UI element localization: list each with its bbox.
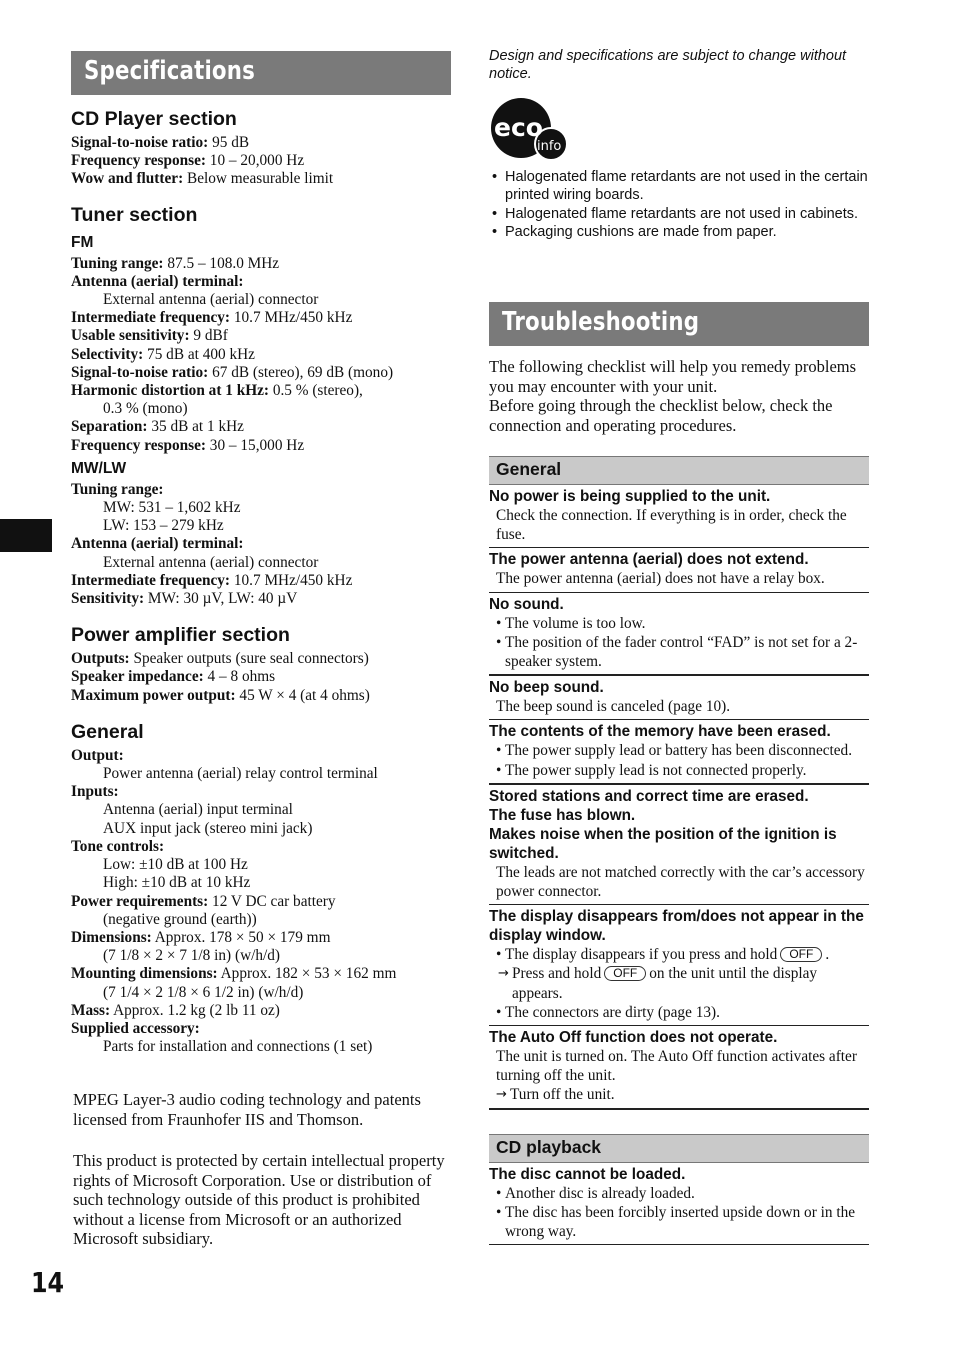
section-tab-marker: [0, 519, 52, 552]
spec-row: Selectivity: 75 dB at 400 kHz: [71, 345, 255, 363]
off-key-icon: OFF: [604, 966, 646, 981]
design-note: Design and specifications are subject to change without notice.: [489, 48, 847, 82]
spec-row: Power requirements: 12 V DC car battery: [71, 892, 336, 910]
problem-text: Stored stations and correct time are erased.: [489, 787, 809, 805]
problem-text: The fuse has blown.: [489, 806, 636, 824]
mpeg-license-note: MPEG Layer-3 audio coding technology and patents licensed from Fraunhofer IIS and Thomson.: [73, 1090, 421, 1129]
trouble-item: [489, 548, 869, 592]
troubleshooting-banner: [489, 302, 869, 346]
spec-row: Signal-to-noise ratio: 95 dB: [71, 134, 250, 151]
solution-text: Check the connection. If everything is in order, check the fuse.: [496, 507, 847, 544]
problem-text: The display disappears from/does not appear in the display window.: [489, 908, 864, 945]
trouble-item: [489, 676, 869, 720]
problem-text: No sound.: [489, 595, 564, 613]
trouble-item: [489, 720, 869, 784]
spec-row: Tone controls:: [71, 837, 165, 855]
spec-value: MW: 531 – 1,602 kHz: [103, 499, 241, 517]
troubleshooting-intro: [489, 357, 869, 435]
cd-section-heading: CD Player section: [71, 108, 237, 130]
tuner-section-heading: Tuner section: [71, 203, 198, 226]
solution-item: • The connectors are dirty (page 13).: [496, 1003, 869, 1022]
solution-item: • The volume is too low.: [496, 614, 869, 633]
specifications-banner: [71, 51, 451, 95]
spec-row: Supplied accessory:: [71, 1019, 200, 1037]
page-number: 14: [31, 1266, 65, 1299]
intro-paragraph: Before going through the checklist below, check the connection and operating procedures.: [489, 396, 833, 435]
solution-item: • The position of the fader control “FAD” is not set for a 2-speaker system.: [496, 633, 869, 671]
spec-row: Harmonic distortion at 1 kHz: 0.5 % (stereo),: [71, 382, 363, 400]
trouble-item: [489, 1163, 869, 1246]
solution-item: • Another disc is already loaded.: [496, 1184, 869, 1203]
spec-row: Sensitivity: MW: 30 µV, LW: 40 µV: [71, 590, 298, 608]
spec-row: Mounting dimensions: Approx. 182 × 53 × 162 mm: [71, 965, 397, 983]
fm-heading: FM: [71, 233, 94, 251]
spec-row: Signal-to-noise ratio: 67 dB (stereo), 69 dB (mono): [71, 363, 394, 381]
eco-bullets: [489, 168, 869, 242]
list-item: • Halogenated flame retardants are not used in cabinets.: [489, 205, 869, 223]
spec-row: Mass: Approx. 1.2 kg (2 lb 11 oz): [71, 1001, 280, 1019]
list-item: • Packaging cushions are made from paper.: [489, 223, 869, 241]
problem-text: The Auto Off function does not operate.: [489, 1029, 778, 1047]
spec-value: High: ±10 dB at 10 kHz: [103, 874, 251, 892]
spec-value: Parts for installation and connections (1 set): [103, 1038, 373, 1056]
cd-playback-heading: CD playback: [496, 1136, 602, 1157]
specifications-title: Specifications: [84, 56, 255, 86]
spec-row: Wow and flutter: Below measurable limit: [71, 170, 334, 188]
mwlw-heading: MW/LW: [71, 459, 127, 477]
power-section-heading: Power amplifier section: [71, 624, 290, 647]
info-text: info: [537, 139, 562, 154]
general-heading: General: [496, 459, 562, 479]
problem-text: The contents of the memory have been erased.: [489, 723, 831, 741]
solution-item: • The display disappears if you press and hold OFF .: [496, 945, 869, 964]
eco-info-logo: [490, 98, 570, 162]
spec-value: AUX input jack (stereo mini jack): [103, 819, 313, 837]
eco-text: eco: [494, 113, 543, 142]
spec-value: External antenna (aerial) connector: [103, 291, 319, 309]
spec-value: Antenna (aerial) input terminal: [103, 801, 293, 819]
list-item: • Halogenated flame retardants are not used in the certain printed wiring boards.: [489, 168, 869, 205]
spec-value: Low: ±10 dB at 100 Hz: [103, 856, 248, 874]
spec-value: (negative ground (earth)): [103, 910, 257, 928]
spec-row: Intermediate frequency: 10.7 MHz/450 kHz: [71, 571, 353, 589]
off-key-icon: OFF: [780, 947, 822, 962]
spec-value: (7 1/8 × 2 × 7 1/8 in) (w/h/d): [103, 947, 281, 965]
problem-text: No beep sound.: [489, 679, 604, 697]
specifications-body: [71, 107, 451, 1249]
spec-value: Power antenna (aerial) relay control terminal: [103, 765, 378, 783]
spec-row: Speaker impedance: 4 – 8 ohms: [71, 668, 276, 686]
general-heading-bar: [489, 456, 869, 485]
solution-step: → Press and hold OFF on the unit until the display appears.: [496, 964, 869, 1002]
solution-text: The unit is turned on. The Auto Off function activates after turning off the unit.: [496, 1048, 857, 1085]
trouble-item: [489, 785, 869, 905]
spec-row: Frequency response: 10 – 20,000 Hz: [71, 152, 305, 170]
troubleshooting-table: [489, 456, 869, 1245]
spec-value: LW: 153 – 279 kHz: [103, 517, 224, 535]
trouble-item: [489, 593, 869, 677]
spec-value: External antenna (aerial) connector: [103, 553, 319, 571]
problem-text: No power is being supplied to the unit.: [489, 488, 771, 505]
problem-text: The power antenna (aerial) does not extend.: [489, 551, 809, 569]
spec-row: Usable sensitivity: 9 dBf: [71, 327, 228, 345]
design-note-block: [489, 47, 869, 83]
spec-row: Tuning range: 87.5 – 108.0 MHz: [71, 254, 280, 272]
spec-row: Intermediate frequency: 10.7 MHz/450 kHz: [71, 309, 353, 327]
troubleshooting-title: Troubleshooting: [502, 307, 700, 337]
cd-playback-heading-bar: [489, 1134, 869, 1163]
spec-value: 0.3 % (mono): [103, 400, 188, 418]
spec-row: Antenna (aerial) terminal:: [71, 272, 244, 290]
solution-step: → Turn off the unit.: [496, 1085, 869, 1104]
trouble-item: [489, 485, 869, 548]
trouble-item: [489, 905, 869, 1026]
trouble-item: [489, 1026, 869, 1110]
spec-row: Frequency response: 30 – 15,000 Hz: [71, 436, 305, 454]
spec-row: Outputs: Speaker outputs (sure seal connectors): [71, 650, 369, 668]
eco-info-icon: [490, 98, 570, 162]
spec-value: (7 1/4 × 2 1/8 × 6 1/2 in) (w/h/d): [103, 983, 304, 1001]
problem-text: Makes noise when the position of the ignition is switched.: [489, 825, 837, 862]
solution-item: • The power supply lead is not connected properly.: [496, 761, 869, 780]
solution-text: The beep sound is canceled (page 10).: [496, 698, 731, 716]
microsoft-license-note: This product is protected by certain intellectual property rights of Microsoft Corporation. Use or distribution of such technology outside of this product is prohibited without a license from Microsoft or an authorized Microsoft subsidiary.: [73, 1151, 445, 1249]
problem-text: The disc cannot be loaded.: [489, 1165, 686, 1183]
solution-item: • The disc has been forcibly inserted upside down or in the wrong way.: [496, 1203, 869, 1241]
spec-row: Tuning range:: [71, 480, 164, 498]
spec-row: Antenna (aerial) terminal:: [71, 535, 244, 553]
spec-row: Output:: [71, 746, 124, 764]
spec-row: Maximum power output: 45 W × 4 (at 4 ohms): [71, 686, 370, 704]
spec-row: Separation: 35 dB at 1 kHz: [71, 418, 244, 436]
solution-item: • The power supply lead or battery has been disconnected.: [496, 741, 869, 760]
solution-text: The power antenna (aerial) does not have a relay box.: [496, 570, 825, 588]
intro-paragraph: The following checklist will help you remedy problems you may encounter with your unit.: [489, 357, 857, 396]
spec-row: Inputs:: [71, 783, 119, 801]
spec-row: Dimensions: Approx. 178 × 50 × 179 mm: [71, 928, 331, 946]
general-section-heading: General: [71, 720, 144, 743]
solution-text: The leads are not matched correctly with the car’s accessory power connector.: [496, 863, 865, 901]
